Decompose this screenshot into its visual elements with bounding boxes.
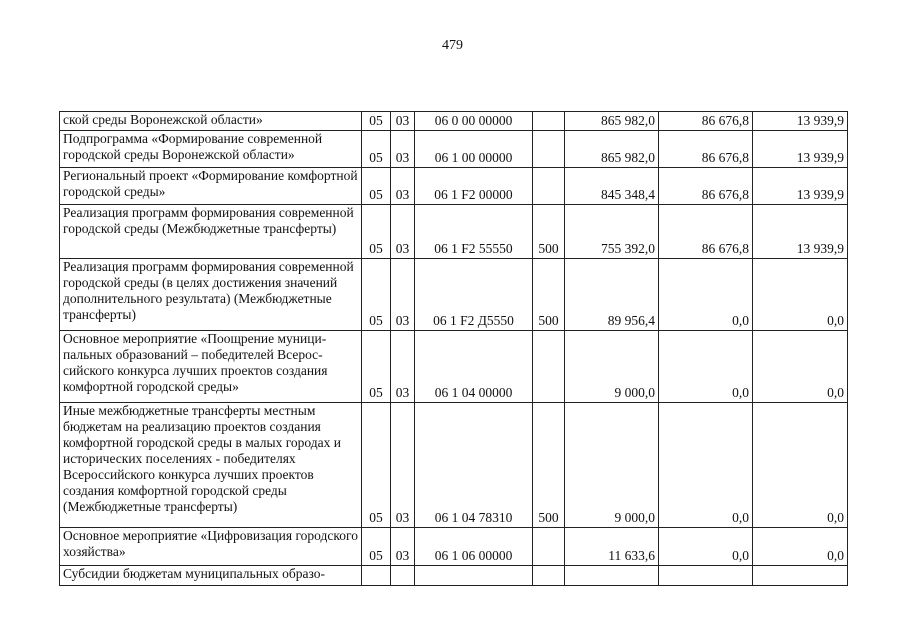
section-code: 05	[362, 259, 391, 331]
expense-type-code	[533, 528, 565, 566]
subsection-code: 03	[391, 205, 415, 259]
subsection-code: 03	[391, 131, 415, 168]
row-name: Подпрограмма «Формирование современной городской среды Воронежской области»	[60, 131, 362, 168]
section-code: 05	[362, 205, 391, 259]
amount-2: 86 676,8	[659, 205, 753, 259]
table-row	[60, 259, 848, 331]
amount-1: 11 633,6	[565, 528, 659, 566]
section-code: 05	[362, 131, 391, 168]
amount-3: 13 939,9	[753, 112, 848, 131]
target-article-code	[415, 566, 533, 586]
expense-type-code: 500	[533, 403, 565, 528]
subsection-code: 03	[391, 403, 415, 528]
amount-3	[753, 566, 848, 586]
row-name: Основное мероприятие «Поощрение муниципальных образований – победителей Всероссийского конкурса лучших проектов создания комфортной городской среды»	[60, 331, 362, 403]
subsection-code	[391, 566, 415, 586]
table-row	[60, 331, 848, 403]
target-article-code: 06 1 F2 55550	[415, 205, 533, 259]
target-article-code: 06 0 00 00000	[415, 112, 533, 131]
section-code: 05	[362, 403, 391, 528]
table-row	[60, 566, 848, 586]
amount-3: 0,0	[753, 259, 848, 331]
target-article-code: 06 1 04 78310	[415, 403, 533, 528]
row-name: Реализация программ формирования современной городской среды (в целях достижения значений дополнительного результата) (Межбюджетные трансферты)	[60, 259, 362, 331]
amount-1: 845 348,4	[565, 168, 659, 205]
row-name: ской среды Воронежской области»	[60, 112, 362, 131]
page-number: 479	[442, 38, 463, 53]
amount-2: 0,0	[659, 331, 753, 403]
amount-1: 865 982,0	[565, 131, 659, 168]
amount-1: 89 956,4	[565, 259, 659, 331]
subsection-code: 03	[391, 112, 415, 131]
table-row	[60, 131, 848, 168]
expense-type-code	[533, 331, 565, 403]
subsection-code: 03	[391, 168, 415, 205]
row-name: Реализация программ формирования современной городской среды (Межбюджетные трансферты)	[60, 205, 362, 259]
amount-1: 9 000,0	[565, 403, 659, 528]
amount-2: 86 676,8	[659, 131, 753, 168]
budget-table	[59, 111, 848, 586]
target-article-code: 06 1 F2 00000	[415, 168, 533, 205]
amount-1: 9 000,0	[565, 331, 659, 403]
expense-type-code	[533, 168, 565, 205]
amount-2: 86 676,8	[659, 168, 753, 205]
amount-3: 0,0	[753, 528, 848, 566]
amount-1: 865 982,0	[565, 112, 659, 131]
amount-3: 13 939,9	[753, 131, 848, 168]
target-article-code: 06 1 00 00000	[415, 131, 533, 168]
amount-3: 0,0	[753, 403, 848, 528]
amount-2	[659, 566, 753, 586]
table-row	[60, 205, 848, 259]
subsection-code: 03	[391, 331, 415, 403]
target-article-code: 06 1 F2 Д5550	[415, 259, 533, 331]
section-code: 05	[362, 331, 391, 403]
target-article-code: 06 1 06 00000	[415, 528, 533, 566]
amount-2: 0,0	[659, 259, 753, 331]
amount-2: 0,0	[659, 528, 753, 566]
table-row	[60, 168, 848, 205]
amount-3: 0,0	[753, 331, 848, 403]
subsection-code: 03	[391, 528, 415, 566]
expense-type-code: 500	[533, 205, 565, 259]
section-code: 05	[362, 528, 391, 566]
amount-1	[565, 566, 659, 586]
amount-2: 0,0	[659, 403, 753, 528]
table-row	[60, 528, 848, 566]
section-code	[362, 566, 391, 586]
section-code: 05	[362, 168, 391, 205]
expense-type-code	[533, 112, 565, 131]
row-name: Субсидии бюджетам муниципальных образо-	[60, 566, 362, 586]
row-name: Региональный проект «Формирование комфортной городской среды»	[60, 168, 362, 205]
table-row	[60, 112, 848, 131]
row-name: Иные межбюджетные трансферты местным бюджетам на реализацию проектов создания комфортной городской среды в малых городах и исторических поселениях - победителях Всероссийского конкурса лучших проектов создания комфортной городской среды (Межбюджетные трансферты)	[60, 403, 362, 528]
subsection-code: 03	[391, 259, 415, 331]
amount-2: 86 676,8	[659, 112, 753, 131]
target-article-code: 06 1 04 00000	[415, 331, 533, 403]
section-code: 05	[362, 112, 391, 131]
amount-1: 755 392,0	[565, 205, 659, 259]
expense-type-code	[533, 566, 565, 586]
amount-3: 13 939,9	[753, 205, 848, 259]
expense-type-code	[533, 131, 565, 168]
row-name: Основное мероприятие «Цифровизация городского хозяйства»	[60, 528, 362, 566]
expense-type-code: 500	[533, 259, 565, 331]
amount-3: 13 939,9	[753, 168, 848, 205]
table-row	[60, 403, 848, 528]
